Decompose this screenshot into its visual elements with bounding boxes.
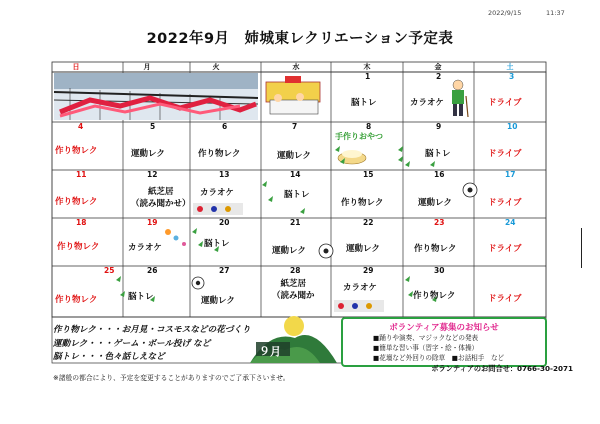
activity-label: 脳トレ [204,239,230,249]
day-number: 24 [505,218,516,227]
moon-label: ９月 [259,345,281,358]
activity-label: 運動レク [346,244,380,254]
activity-notes [53,324,251,365]
activity-label: ドライブ [488,244,522,254]
activity-label: カラオケ [128,243,162,253]
volunteer-item: ■踊りや演奏、マジックなどの発表 [373,334,479,342]
day-number: 23 [434,218,445,227]
activity-label: 脳トレ [284,190,310,200]
activity-label: 運動レク [277,151,311,161]
activity-label: 作り物レク [55,295,98,305]
activity-label: カラオケ [343,283,377,293]
activity-label: 作り物レク [55,197,98,207]
weekday-sun: 日 [72,63,80,71]
activity-label: 運動レク [272,246,306,256]
page-title: 2022年9月 姉城東レクリエーション予定表 [146,31,454,47]
activity-label: カラオケ [410,98,444,108]
day-number: 8 [366,122,372,131]
day-number: 14 [290,170,301,179]
note-line: 運動レク・・・ゲーム・ボール投げ など [53,338,211,349]
day-number: 7 [292,122,298,131]
activity-label: カラオケ [200,188,234,198]
activity-label: 作り物レク [413,291,456,301]
day-number: 18 [76,218,87,227]
activity-label: 作り物レク [198,149,241,159]
day-number: 5 [150,122,156,131]
day-number: 15 [363,170,374,179]
day-number: 9 [436,122,442,131]
print-date: 2022/9/15 [488,9,522,17]
day-number: 10 [507,122,518,131]
day-number: 26 [147,266,158,275]
weekday-wed: 水 [292,63,300,71]
workers-illustration [266,76,320,114]
day-number: 3 [509,72,515,81]
volunteer-notice [341,317,547,367]
activity-label: 作り物レク [414,244,457,254]
day-number: 1 [365,72,371,81]
weekday-sat: 土 [506,63,514,71]
day-number: 6 [222,122,228,131]
activity-label: 作り物レク [57,242,100,252]
day-number: 16 [434,170,445,179]
activity-label: 運動レク [418,198,452,208]
day-number: 25 [104,266,115,275]
day-number: 4 [78,122,84,131]
activity-label: ドライブ [488,198,522,208]
activity-label: 作り物レク [341,198,384,208]
day-number: 20 [219,218,230,227]
day-number: 11 [76,170,87,179]
activity-label: 脳トレ [425,149,451,159]
volunteer-list [373,332,504,362]
day-number: 30 [434,266,445,275]
activity-label: ドライブ [488,294,522,304]
activity-label: ドライブ [488,98,522,108]
activity-label: ドライブ [488,149,522,159]
activity-label: 運動レク [131,149,165,159]
note-line: 作り物レク・・・お月見・コスモスなどの花づくり [53,325,251,335]
day-number: 29 [363,266,374,275]
day-number: 13 [219,170,230,179]
contact-info: ボランティアのお問合せ：0766-30-2071 [431,364,573,373]
activity-label: 作り物レク [55,146,98,156]
weekday-mon: 月 [143,63,151,71]
volunteer-title: ボランティア募集のお知らせ [389,323,499,333]
day-number: 2 [436,72,442,81]
day-number: 17 [505,170,516,179]
weekday-fri: 金 [434,63,442,71]
elderly-man-illustration [452,80,468,117]
day-number: 12 [147,170,158,179]
day-number: 27 [219,266,230,275]
day-number: 22 [363,218,374,227]
footer-note: ※諸般の都合により、予定を変更することがありますのでご了承下さいませ。 [53,374,290,382]
volunteer-item: ■花壇など外回りの除草 ■お話相手 など [373,354,505,362]
activity-label: 紙芝居 （読み聞か [272,279,315,301]
activity-label: 手作りおやつ [335,132,383,141]
note-line: 脳トレ・・・色々話しえなど [53,352,165,362]
weekday-thu: 木 [363,63,371,71]
scroll-indicator[interactable] [581,228,582,268]
bridge-photo [54,73,258,120]
weekday-tue: 火 [212,63,220,71]
volunteer-item: ■簡単な習い事（習字・絵・体操） [373,344,479,352]
day-number: 28 [290,266,301,275]
activity-label: 脳トレ [351,98,377,108]
day-number: 19 [147,218,158,227]
print-time: 11:37 [546,9,565,17]
activity-label: 運動レク [201,296,235,306]
activity-label: 紙芝居 （読み聞かせ） [131,187,191,209]
activity-label: 脳トレ [128,292,154,302]
day-number: 21 [290,218,301,227]
